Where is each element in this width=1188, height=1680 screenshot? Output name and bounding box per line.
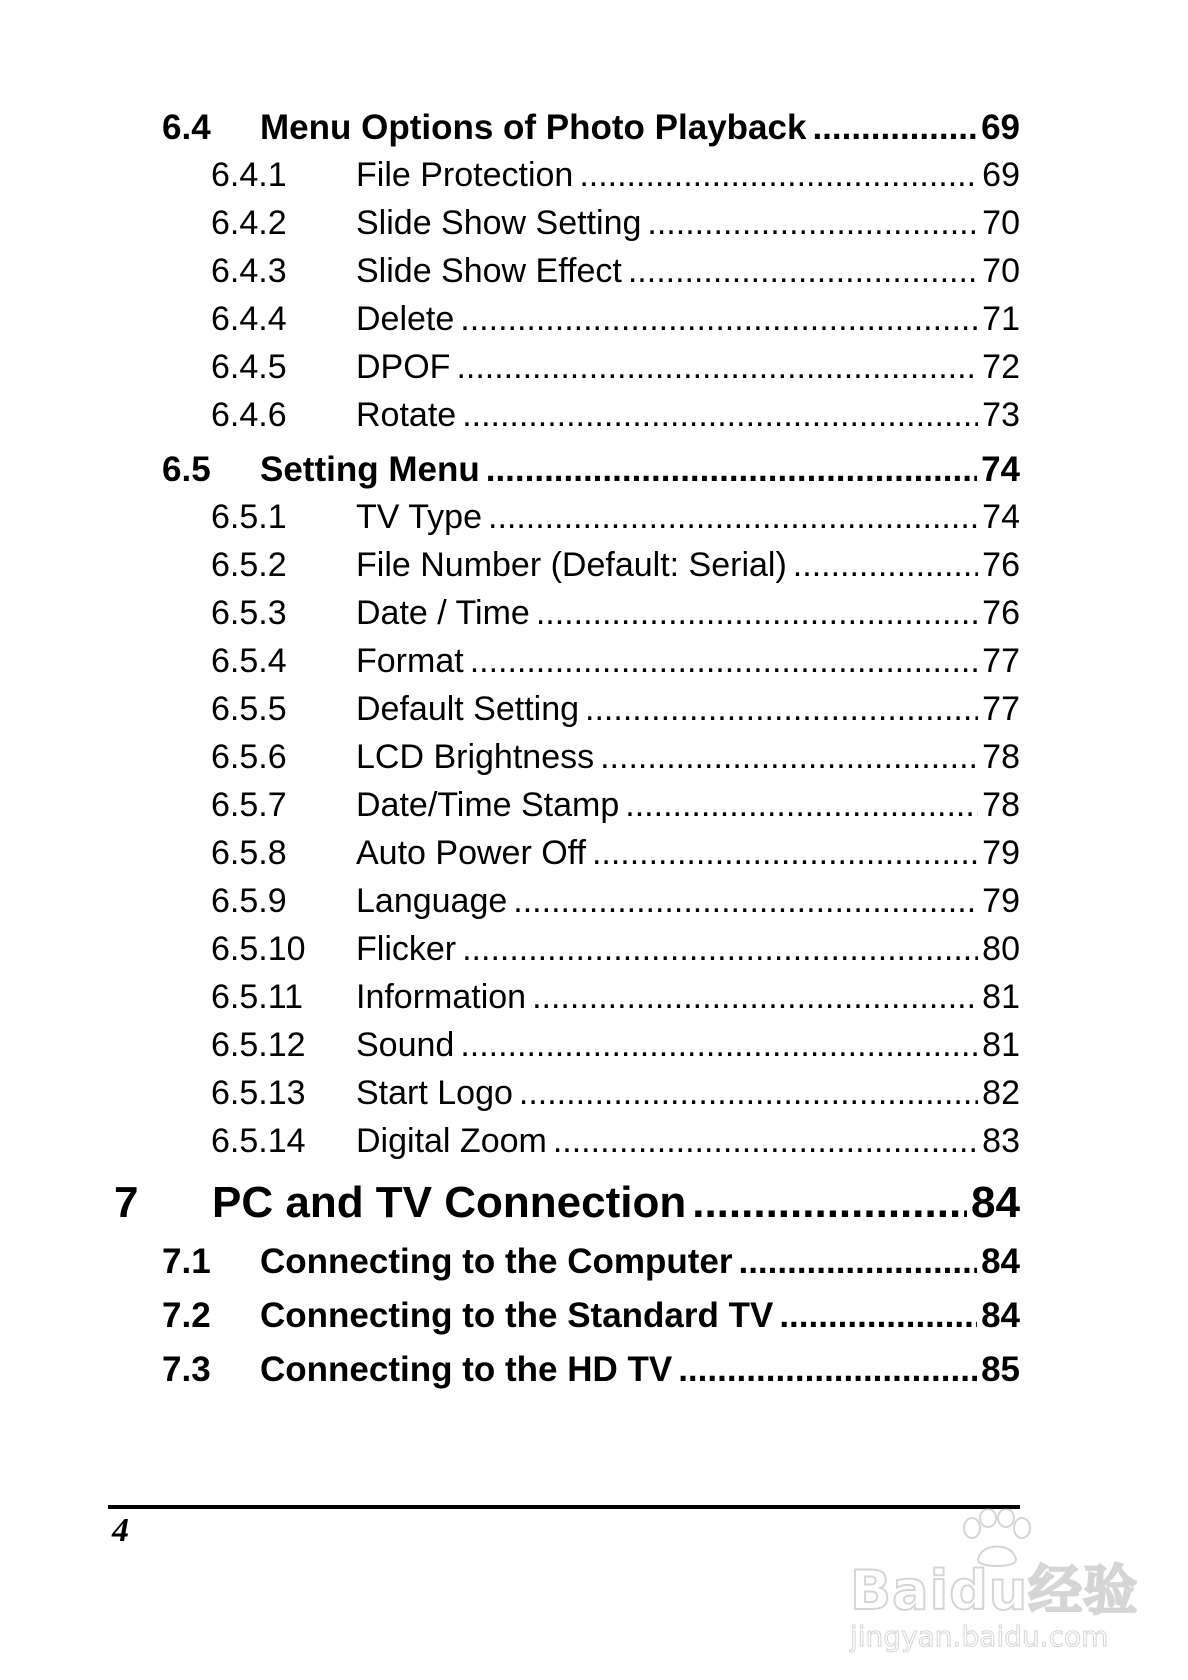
toc-entry-title: File Number (Default: Serial) bbox=[356, 546, 787, 584]
toc-entry-page: 76 bbox=[982, 594, 1020, 632]
toc-entry-page: 76 bbox=[982, 546, 1020, 584]
toc-entry-number: 6.5.9 bbox=[211, 882, 287, 920]
toc-entry-title: Delete bbox=[356, 300, 455, 338]
toc-dot-leader bbox=[462, 396, 978, 435]
toc-dot-leader bbox=[460, 1026, 978, 1065]
toc-entry bbox=[211, 1026, 1020, 1065]
toc-entry bbox=[162, 1296, 1020, 1336]
toc-dot-leader bbox=[628, 252, 978, 291]
toc-entry-number: 6.4.1 bbox=[211, 156, 287, 194]
toc-entry bbox=[211, 930, 1020, 969]
toc-entry bbox=[211, 498, 1020, 537]
toc-entry-title: Connecting to the Standard TV bbox=[260, 1296, 774, 1335]
toc-entry-page: 79 bbox=[982, 834, 1020, 872]
toc-entry-page: 85 bbox=[981, 1350, 1020, 1389]
toc-entry-page: 69 bbox=[981, 108, 1020, 147]
toc-entry-title: PC and TV Connection bbox=[212, 1178, 687, 1227]
toc-entry-title: Information bbox=[356, 978, 527, 1016]
toc-entry-number: 6.5.13 bbox=[211, 1074, 306, 1112]
toc-entry bbox=[162, 108, 1020, 148]
toc-entry-page: 78 bbox=[982, 786, 1020, 824]
toc-entry-page: 77 bbox=[982, 690, 1020, 728]
toc-entry bbox=[211, 1122, 1020, 1161]
toc-dot-leader bbox=[793, 546, 978, 585]
toc-entry-title: Language bbox=[356, 882, 508, 920]
toc-entry-title: Slide Show Effect bbox=[356, 252, 622, 290]
toc-entry-number: 6.4.3 bbox=[211, 252, 287, 290]
toc-entry bbox=[114, 1178, 1020, 1228]
toc-dot-leader bbox=[678, 1350, 977, 1390]
toc-dot-leader bbox=[456, 348, 978, 387]
toc-dot-leader bbox=[585, 690, 978, 729]
toc-entry bbox=[211, 594, 1020, 633]
toc-entry-title: Sound bbox=[356, 1026, 455, 1064]
toc-entry-title: DPOF bbox=[356, 348, 451, 386]
toc-entry bbox=[211, 1074, 1020, 1113]
toc-entry-number: 7.2 bbox=[162, 1296, 211, 1335]
toc-entry-title: TV Type bbox=[356, 498, 482, 536]
toc-entry-title: Start Logo bbox=[356, 1074, 513, 1112]
toc-entry bbox=[162, 450, 1020, 490]
toc-entry-page: 83 bbox=[982, 1122, 1020, 1160]
toc-entry-page: 84 bbox=[971, 1178, 1020, 1227]
baidu-watermark bbox=[850, 1508, 1150, 1668]
toc-entry-number: 6.5.7 bbox=[211, 786, 287, 824]
toc-entry-number: 6.4.6 bbox=[211, 396, 287, 434]
toc-entry-title: Connecting to the HD TV bbox=[260, 1350, 673, 1389]
toc-dot-leader bbox=[738, 1242, 977, 1282]
toc-entry-page: 71 bbox=[982, 300, 1020, 338]
toc-entry-page: 82 bbox=[982, 1074, 1020, 1112]
toc-entry-number: 6.5.2 bbox=[211, 546, 287, 584]
toc-entry bbox=[211, 546, 1020, 585]
toc-dot-leader bbox=[513, 882, 978, 921]
toc-entry-title: Flicker bbox=[356, 930, 457, 968]
toc-entry-page: 74 bbox=[982, 498, 1020, 536]
footer-page-number: 4 bbox=[112, 1512, 129, 1549]
toc-entry-title: Setting Menu bbox=[260, 450, 480, 489]
toc-entry-title: Default Setting bbox=[356, 690, 580, 728]
toc-entry-number: 7 bbox=[114, 1178, 139, 1227]
toc-dot-leader bbox=[460, 300, 978, 339]
toc-entry-title: Date/Time Stamp bbox=[356, 786, 620, 824]
toc-entry-page: 80 bbox=[982, 930, 1020, 968]
toc-entry bbox=[211, 348, 1020, 387]
toc-entry bbox=[211, 690, 1020, 729]
toc-entry-page: 74 bbox=[981, 450, 1020, 489]
toc-entry-number: 6.5.3 bbox=[211, 594, 287, 632]
toc-entry-title: Slide Show Setting bbox=[356, 204, 642, 242]
toc-entry-title: Menu Options of Photo Playback bbox=[260, 108, 807, 147]
toc-dot-leader bbox=[579, 156, 978, 195]
toc-entry-number: 6.5.14 bbox=[211, 1122, 306, 1160]
toc-entry-page: 78 bbox=[982, 738, 1020, 776]
toc-dot-leader bbox=[692, 1178, 967, 1228]
toc-entry-title: Auto Power Off bbox=[356, 834, 586, 872]
toc-entry-number: 6.4.2 bbox=[211, 204, 287, 242]
watermark-site: jingyan.baidu.com bbox=[850, 1620, 1109, 1653]
toc-dot-leader bbox=[553, 1122, 978, 1161]
toc-entry bbox=[211, 204, 1020, 243]
toc-entry-page: 79 bbox=[982, 882, 1020, 920]
toc-entry-number: 7.1 bbox=[162, 1242, 211, 1281]
toc-entry-page: 81 bbox=[982, 1026, 1020, 1064]
toc-entry bbox=[211, 786, 1020, 825]
toc-entry bbox=[211, 882, 1020, 921]
toc-entry-number: 6.5.11 bbox=[211, 978, 304, 1016]
toc-dot-leader bbox=[532, 978, 978, 1017]
toc-entry-page: 69 bbox=[982, 156, 1020, 194]
toc-entry-number: 6.5.6 bbox=[211, 738, 287, 776]
toc-entry bbox=[211, 978, 1020, 1017]
toc-entry-number: 7.3 bbox=[162, 1350, 211, 1389]
toc-entry bbox=[211, 396, 1020, 435]
toc-dot-leader bbox=[536, 594, 978, 633]
toc-entry-number: 6.5.1 bbox=[211, 498, 287, 536]
toc-entry bbox=[162, 1242, 1020, 1282]
toc-entry-page: 70 bbox=[982, 204, 1020, 242]
toc-entry bbox=[211, 834, 1020, 873]
toc-entry-number: 6.4.4 bbox=[211, 300, 287, 338]
toc-entry-page: 81 bbox=[982, 978, 1020, 1016]
toc-entry bbox=[211, 300, 1020, 339]
toc-entry-title: Rotate bbox=[356, 396, 457, 434]
toc-dot-leader bbox=[462, 930, 978, 969]
toc-entry-number: 6.5.10 bbox=[211, 930, 306, 968]
toc-entry bbox=[211, 252, 1020, 291]
toc-entry-number: 6.4.5 bbox=[211, 348, 287, 386]
toc-entry-page: 84 bbox=[981, 1296, 1020, 1335]
toc-entry-number: 6.5.12 bbox=[211, 1026, 306, 1064]
watermark-brand: Baidu经验 bbox=[850, 1559, 1139, 1622]
toc-dot-leader bbox=[647, 204, 978, 243]
toc-dot-leader bbox=[592, 834, 978, 873]
toc-dot-leader bbox=[812, 108, 977, 148]
toc-entry-number: 6.5.8 bbox=[211, 834, 287, 872]
toc-dot-leader bbox=[779, 1296, 977, 1336]
toc-entry-title: Connecting to the Computer bbox=[260, 1242, 733, 1281]
toc-entry-title: LCD Brightness bbox=[356, 738, 595, 776]
toc-entry bbox=[211, 642, 1020, 681]
toc-entry bbox=[211, 738, 1020, 777]
toc-entry-page: 72 bbox=[982, 348, 1020, 386]
toc-entry-title: Date / Time bbox=[356, 594, 530, 632]
toc-entry-page: 84 bbox=[981, 1242, 1020, 1281]
toc-entry-number: 6.5.5 bbox=[211, 690, 287, 728]
toc-entry bbox=[162, 1350, 1020, 1390]
toc-dot-leader bbox=[519, 1074, 978, 1113]
toc-entry-title: Digital Zoom bbox=[356, 1122, 547, 1160]
toc-entry bbox=[211, 156, 1020, 195]
toc-entry-number: 6.5 bbox=[162, 450, 211, 489]
toc-entry-page: 70 bbox=[982, 252, 1020, 290]
toc-dot-leader bbox=[486, 450, 977, 490]
toc-dot-leader bbox=[470, 642, 978, 681]
toc-entry-page: 77 bbox=[982, 642, 1020, 680]
toc-entry-title: File Protection bbox=[356, 156, 574, 194]
toc-entry-number: 6.5.4 bbox=[211, 642, 287, 680]
toc-entry-number: 6.4 bbox=[162, 108, 211, 147]
toc-dot-leader bbox=[600, 738, 978, 777]
toc-dot-leader bbox=[488, 498, 978, 537]
toc-entry-page: 73 bbox=[982, 396, 1020, 434]
toc-entry-title: Format bbox=[356, 642, 464, 680]
toc-dot-leader bbox=[625, 786, 978, 825]
